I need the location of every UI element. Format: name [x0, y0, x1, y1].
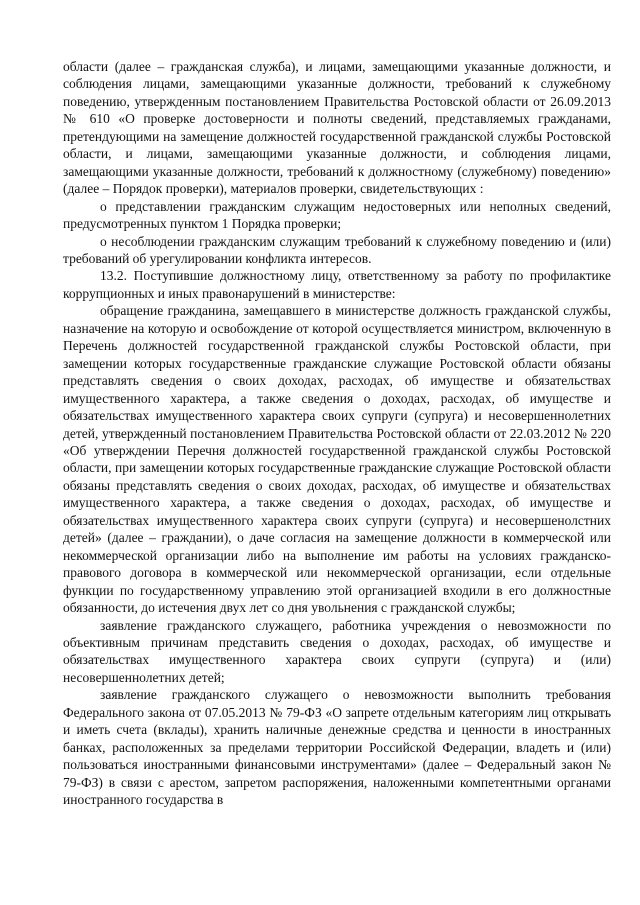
document-page — [63, 58, 611, 808]
paragraph-item-incomplete-info: о представлении гражданским служащим недостоверных или неполных сведений, предусмотренных пунктом 1 Порядка проверки; — [63, 198, 611, 232]
paragraph-section-13-2: 13.2. Поступившие должностному лицу, ответственному за работу по профилактике коррупционных и иных правонарушений в министерстве: — [63, 268, 611, 301]
paragraph-continuation: области (далее – гражданская служба), и лицами, замещающими указанные должности, и соблюдения лицами, замещающими указанные должности, требований к служебному поведению, утвержденным постановлением Правительства Ростовской области от 26.09.2013 № 610 «О проверке достоверности и полноты сведений, представляемых гражданами, претендующими на замещение должностей государственной гражданской службы Ростовской области, и лицами, замещающими указанные должности, и соблюдения лицами, замещающими указанные должности, требований к должностному (служебному) поведению» (далее – Порядок проверки), материалов проверки, свидетельствующих : — [63, 59, 611, 197]
paragraph-citizen-appeal: обращение гражданина, замещавшего в министерстве должность гражданской службы, назначение на которую и освобождение от которой осуществляется министром, включенную в Перечень должностей государственной гражданской службы Ростовской области, при замещении которых государственные гражданские служащие Ростовской области обязаны представлять сведения о своих доходах, расходах, об имуществе и обязательствах имущественного характера, а также сведения о доходах, расходах, об имуществе и обязательствах имущественного характера своих супруги (супруга) и несовершеннолетних детей, утвержденный постановлением Правительства Ростовской области от 22.03.2012 № 220 «Об утверждении Перечня должностей государственной гражданской службы Ростовской области, при замещении которых государственные гражданские служащие Ростовской области обязаны представлять сведения о своих доходах, расходах, об имуществе и обязательствах имущественного характера, а также сведения о доходах, расходах, об имуществе и обязательствах имущественного характера своих супруги (супруга) и несовершенолстних детей» (далее – граждании), о даче согласия на замещение должности в коммерческой или некоммерческой организации либо на выполнение им работы на условиях гражданско-правового договора в коммерческой или некоммерческой организации, если отдельные функции по государственному управлению этой организацией входили в его должностные обязанности, до истечения двух лет со дня увольнения с гражданской службы; — [63, 303, 611, 616]
paragraph-employee-statement: заявление гражданского служащего, работника учреждения о невозможности по объективным причинам представить сведения о доходах, расходах, об имуществе и обязательствах имущественного характера своих супруги (супруга) и (или) несовершеннолетних детей; — [63, 617, 611, 685]
paragraph-federal-law-statement: заявление гражданского служащего о невозможности выполнить требования Федерального закона от 07.05.2013 № 79-ФЗ «О запрете отдельным категориям лиц открывать и иметь счета (вклады), хранить наличные денежные средства и ценности в иностранных банках, расположенных за пределами территории Российской Федерации, владеть и (или) пользоваться иностранными финансовыми инструментами» (далее – Федеральный закон № 79-ФЗ) в связи с арестом, запретом распоряжения, наложенными компетентными органами иностранного государства в — [63, 687, 611, 808]
paragraph-item-noncompliance: о несоблюдении гражданским служащим требований к служебному поведению и (или) требований об урегулировании конфликта интересов. — [63, 233, 611, 266]
